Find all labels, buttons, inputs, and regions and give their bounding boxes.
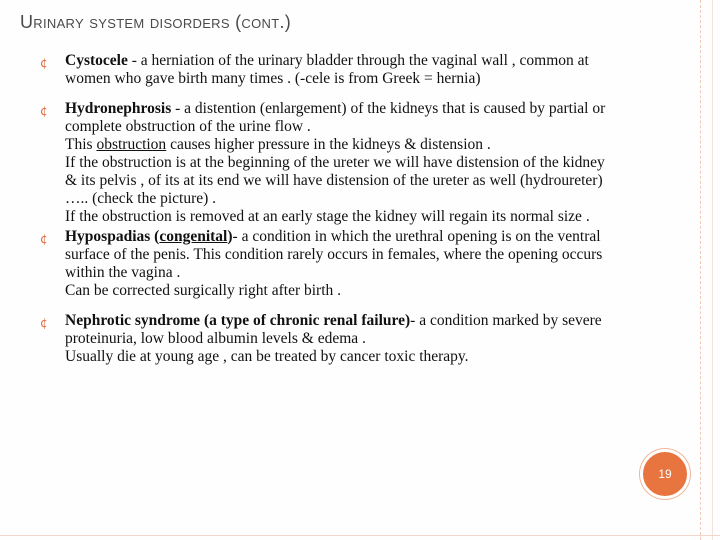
- item-line: If the obstruction is at the beginning of the ureter we will have distension of the kidney: [65, 154, 605, 171]
- item-line: complete obstruction of the urine flow .: [65, 118, 311, 135]
- term-hydronephrosis: Hydronephrosis: [65, 100, 172, 117]
- bullet-icon: ¢: [40, 232, 48, 246]
- item-line: proteinuria, low blood albumin levels & edema .: [65, 330, 366, 347]
- term-hypospadias: Hypospadias (congenital): [65, 228, 233, 245]
- list-item-cystocele: [40, 52, 695, 88]
- frame-line-right: [700, 0, 701, 540]
- item-line: Hypospadias (congenital)- a condition in which the urethral opening is on the ventral: [65, 228, 601, 245]
- item-line: women who gave birth many times . (-cele is from Greek = hernia): [65, 70, 481, 87]
- bullet-icon: ¢: [40, 56, 48, 70]
- list-item-hydronephrosis: [40, 100, 695, 226]
- list-item-nephrotic-syndrome: [40, 312, 695, 366]
- slide-title: Urinary system disorders (cont.): [20, 12, 292, 32]
- term-cystocele: Cystocele: [65, 52, 128, 69]
- frame-line-right-outer: [712, 0, 713, 540]
- term-nephrotic-syndrome: Nephrotic syndrome (a type of chronic renal failure): [65, 312, 411, 329]
- item-line: & its pelvis , of its at its end we will have distension of the ureter as well (hydroureter): [65, 172, 603, 189]
- bullet-list: [40, 52, 695, 366]
- bullet-icon: ¢: [40, 316, 48, 330]
- frame-line-bottom: [0, 535, 720, 536]
- list-item-hypospadias: [40, 228, 695, 300]
- item-line: Nephrotic syndrome (a type of chronic renal failure)- a condition marked by severe: [65, 312, 602, 329]
- item-line: Can be corrected surgically right after birth .: [65, 282, 342, 299]
- item-line: If the obstruction is removed at an early stage the kidney will regain its normal size .: [65, 208, 590, 225]
- item-line: Usually die at young age , can be treated by cancer toxic therapy.: [65, 348, 469, 365]
- underlined-obstruction: obstruction: [96, 136, 167, 153]
- item-line: This obstruction causes higher pressure in the kidneys & distension .: [65, 136, 491, 153]
- item-line: within the vagina .: [65, 264, 181, 281]
- item-line: Hydronephrosis - a distention (enlargement) of the kidneys that is caused by partial or: [65, 100, 606, 117]
- bullet-icon: ¢: [40, 104, 48, 118]
- item-line: surface of the penis. This condition rarely occurs in females, where the opening occurs: [65, 246, 603, 263]
- page-number-badge: 19: [640, 449, 690, 499]
- item-line: ….. (check the picture) .: [65, 190, 217, 207]
- underlined-congenital: congenital: [159, 228, 228, 245]
- item-line: Cystocele - a herniation of the urinary bladder through the vaginal wall , common at: [65, 52, 589, 69]
